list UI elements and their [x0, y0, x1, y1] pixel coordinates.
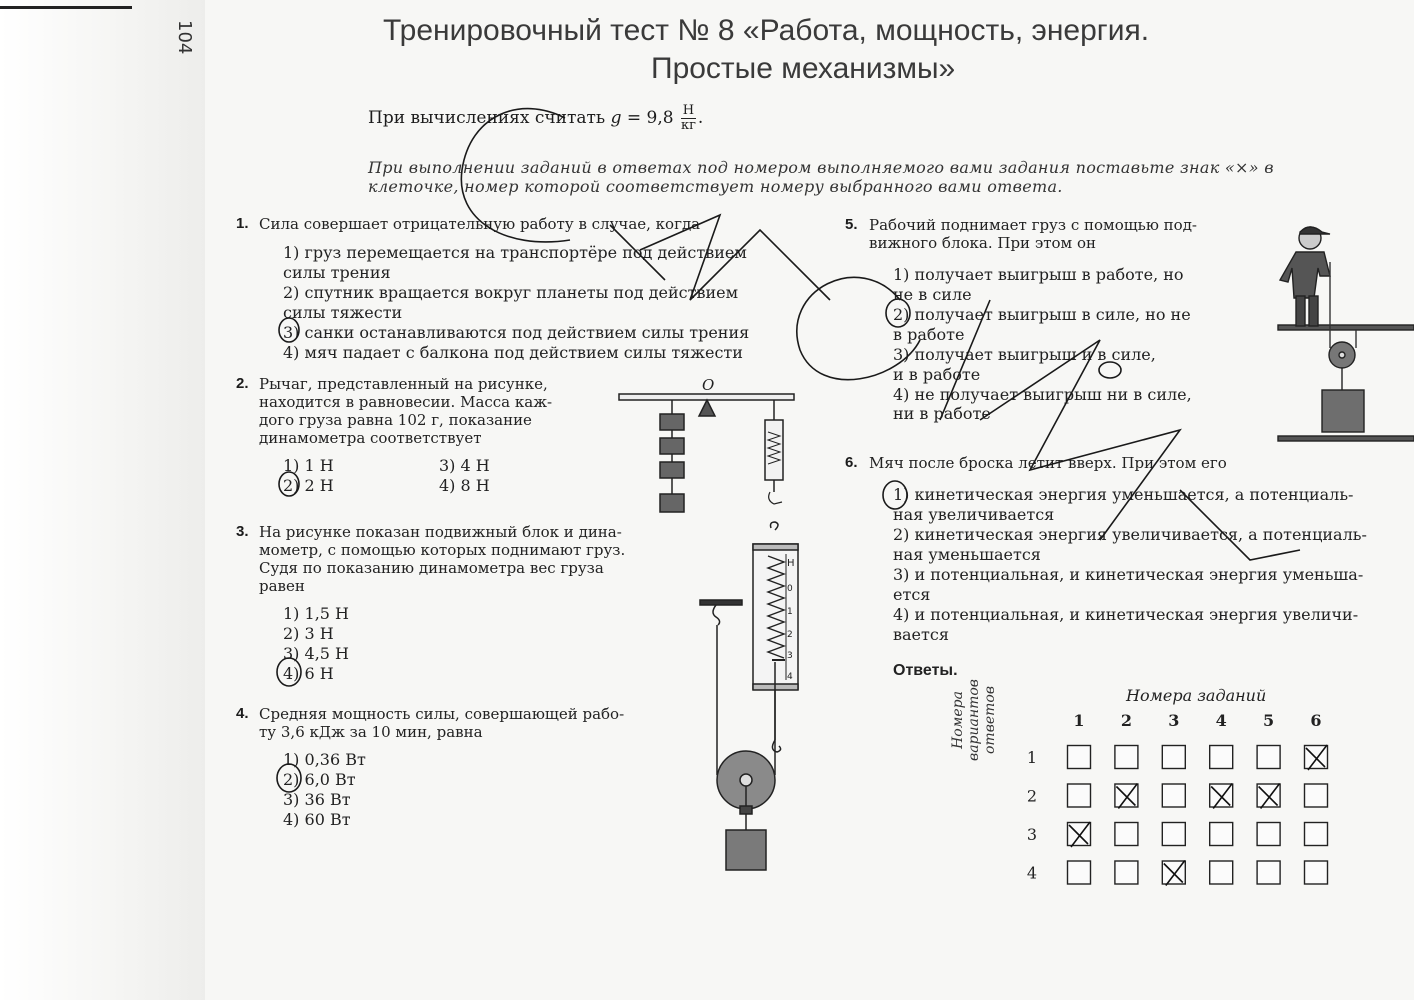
- signature-stroke-1: [461, 109, 570, 242]
- circle-mark-q1: [279, 318, 299, 342]
- gravity-note-end: .: [697, 108, 704, 128]
- pulley-dynamometer-figure: [700, 522, 798, 870]
- answer-box-r1-c4[interactable]: [1210, 746, 1233, 769]
- row-number-2: 2: [1026, 786, 1038, 806]
- q2-line-4: динамометра соответствует: [259, 429, 482, 447]
- gravity-note-text: При вычислениях считать: [368, 108, 606, 128]
- signature-stroke-3: [797, 277, 920, 379]
- scale-2: 2: [787, 630, 793, 640]
- rows-label-2: вариантов: [966, 679, 982, 761]
- q2-line-2: находится в равновесии. Масса каж-: [259, 393, 553, 411]
- answer-grid: [1027, 711, 1328, 886]
- gravity-variable: g: [610, 108, 622, 128]
- signature-stroke-4: [940, 300, 1180, 540]
- load-weight: [726, 830, 766, 870]
- weight-4: [660, 494, 684, 512]
- q2-option-2: 2) 2 Н: [283, 476, 334, 495]
- q5-line-1: Рабочий поднимает груз с помощью под-: [869, 216, 1197, 234]
- pivot-label: O: [702, 376, 715, 394]
- q1-option-2b: силы тяжести: [283, 303, 403, 322]
- q2-option-1: 1) 1 Н: [283, 456, 334, 475]
- answers-heading: Ответы.: [893, 662, 958, 679]
- q3-option-4: 4) 6 Н: [283, 664, 334, 683]
- lever-figure: [619, 376, 794, 512]
- row-number-3: 3: [1026, 825, 1038, 844]
- unit-numerator: Н: [682, 103, 695, 118]
- signature-stroke-2: [610, 215, 830, 300]
- q3-number: 3.: [236, 523, 249, 540]
- q3-option-3: 3) 4,5 Н: [283, 644, 349, 663]
- answers-columns-label: Номера заданий: [1126, 686, 1267, 705]
- q1-option-4: 4) мяч падает с балкона под действием силы тяжести: [283, 343, 743, 362]
- floor: [1278, 436, 1414, 441]
- q6-option-1a: 1) кинетическая энергия уменьшается, а потенциаль-: [893, 485, 1354, 504]
- q4-line-2: ту 3,6 кДж за 10 мин, равна: [259, 723, 483, 741]
- q6-option-2b: ная уменьшается: [893, 545, 1041, 564]
- circle-mark-q6: [883, 481, 907, 509]
- q4-option-1: 1) 0,36 Вт: [283, 750, 366, 769]
- weight-1: [660, 414, 684, 430]
- q3-line-1: На рисунке показан подвижный блок и дина-: [259, 523, 622, 541]
- q6-option-2a: 2) кинетическая энергия увеличивается, а потенциаль-: [893, 525, 1367, 544]
- unit-denominator: кг: [680, 118, 696, 133]
- q4-line-1: Средняя мощность силы, совершающей рабо-: [259, 705, 625, 723]
- circle-mark-q2: [279, 472, 299, 496]
- gravity-value: = 9,8: [621, 108, 674, 128]
- scale-1: 1: [787, 607, 793, 617]
- q5-option-1a: 1) получает выигрыш в работе, но: [893, 265, 1184, 284]
- answer-box-r3-c6[interactable]: [1305, 823, 1328, 846]
- q5-option-4a: 4) не получает выигрыш ни в силе,: [893, 385, 1192, 404]
- page-number: 104: [174, 20, 195, 55]
- q1-option-2a: 2) спутник вращается вокруг планеты под действием: [283, 283, 739, 302]
- q3-line-4: равен: [259, 577, 305, 595]
- answer-box-r4-c5[interactable]: [1257, 861, 1280, 884]
- pivot-triangle: [699, 400, 715, 416]
- dynamometer-bottom-hook: [772, 740, 780, 752]
- row-number-4: 4: [1026, 863, 1038, 883]
- scale-4: 4: [787, 672, 793, 682]
- q5-option-2a: 2) получает выигрыш в силе, но не: [893, 305, 1191, 324]
- q2-option-3: 3) 4 Н: [439, 456, 490, 475]
- answer-box-r1-c1[interactable]: [1068, 746, 1091, 769]
- column-number-1: 1: [1073, 711, 1085, 730]
- q2-number: 2.: [236, 375, 249, 392]
- answer-box-r4-c4[interactable]: [1210, 861, 1233, 884]
- q5-number: 5.: [845, 216, 858, 233]
- q2-line-1: Рычаг, представленный на рисунке,: [259, 375, 548, 393]
- q5-option-3b: и в работе: [893, 365, 981, 384]
- answer-box-r4-c2[interactable]: [1115, 861, 1138, 884]
- q4-option-2: 2) 6,0 Вт: [283, 770, 356, 789]
- answer-box-r4-c1[interactable]: [1068, 861, 1091, 884]
- q6-option-4b: вается: [893, 625, 949, 644]
- circle-mark-q3: [277, 658, 301, 686]
- answer-box-r1-c3[interactable]: [1162, 746, 1185, 769]
- answer-box-r3-c5[interactable]: [1257, 823, 1280, 846]
- scale-0: 0: [787, 584, 793, 594]
- q1-number: 1.: [236, 215, 249, 232]
- answer-box-r2-c3[interactable]: [1162, 784, 1185, 807]
- weight-2: [660, 438, 684, 454]
- answers-rows-label: [950, 670, 998, 770]
- column-number-4: 4: [1215, 711, 1227, 730]
- answer-box-r1-c2[interactable]: [1115, 746, 1138, 769]
- q6-option-1b: ная увеличивается: [893, 505, 1055, 524]
- q5-option-1b: не в силе: [893, 285, 972, 304]
- q2-option-4: 4) 8 Н: [439, 476, 490, 495]
- answer-box-r4-c6[interactable]: [1305, 861, 1328, 884]
- q1-option-3: 3) санки останавливаются под действием силы трения: [283, 323, 750, 342]
- row-number-1: 1: [1026, 748, 1038, 767]
- worker-body: [1280, 252, 1330, 298]
- circle-mark-q5: [886, 299, 910, 327]
- ceiling-hook: [713, 605, 720, 625]
- q4-option-3: 3) 36 Вт: [283, 790, 351, 809]
- q1-text: Сила совершает отрицательную работу в случае, когда: [259, 215, 701, 233]
- answer-box-r2-c1[interactable]: [1068, 784, 1091, 807]
- q4-number: 4.: [236, 705, 249, 722]
- q3-option-2: 2) 3 Н: [283, 624, 334, 643]
- q6-option-4a: 4) и потенциальная, и кинетическая энергия увеличи-: [893, 605, 1359, 624]
- weight-3: [660, 462, 684, 478]
- q6-number: 6.: [845, 454, 858, 471]
- signature-stroke-5: [1099, 362, 1121, 378]
- worker-load: [1322, 390, 1364, 432]
- lever-bar: [619, 394, 794, 400]
- q3-option-1: 1) 1,5 Н: [283, 604, 349, 623]
- q5-option-3a: 3) получает выигрыш и в силе,: [893, 345, 1156, 364]
- hand-icon: [769, 492, 782, 504]
- q1-option-1a: 1) груз перемещается на транспортёре под действием: [283, 243, 747, 262]
- ceiling-bracket: [700, 600, 742, 605]
- worker-pulley-figure: [1278, 227, 1414, 441]
- circle-mark-q4: [277, 764, 301, 792]
- q1-option-1b: силы трения: [283, 263, 391, 282]
- worker-cap: [1300, 227, 1330, 234]
- q3-line-3: Судя по показанию динамометра вес груза: [259, 559, 604, 577]
- title-line-1: Тренировочный тест № 8 «Работа, мощность, энергия.: [383, 14, 1150, 47]
- q4-option-4: 4) 60 Вт: [283, 810, 351, 829]
- q5-option-4b: ни в работе: [893, 404, 991, 423]
- answer-box-r3-c4[interactable]: [1210, 823, 1233, 846]
- q6-option-3b: ется: [893, 585, 931, 604]
- scale-unit: Н: [787, 558, 795, 569]
- instructions: При выполнении заданий в ответах под номером выполняемого вами задания поставьте знак «×» в клеточке, номер которой соответствует номеру выбранного вами ответа.: [368, 158, 1274, 196]
- q6-option-3a: 3) и потенциальная, и кинетическая энергия уменьша-: [893, 565, 1364, 584]
- scale-3: 3: [787, 651, 793, 661]
- answer-box-r2-c6[interactable]: [1305, 784, 1328, 807]
- title-line-2: Простые механизмы»: [651, 52, 956, 85]
- column-number-6: 6: [1310, 711, 1322, 730]
- q3-line-2: мометр, с помощью которых поднимают груз.: [259, 541, 626, 559]
- q2-line-3: дого груза равна 102 г, показание: [259, 411, 532, 429]
- q5-line-2: вижного блока. При этом он: [869, 234, 1097, 252]
- answer-box-r1-c5[interactable]: [1257, 746, 1280, 769]
- q6-line-1: Мяч после броска летит вверх. При этом его: [869, 454, 1227, 472]
- column-number-3: 3: [1168, 711, 1180, 730]
- q5-option-2b: в работе: [893, 325, 965, 344]
- answer-box-r3-c3[interactable]: [1162, 823, 1185, 846]
- rows-label-3: ответов: [982, 686, 998, 754]
- column-number-5: 5: [1263, 711, 1275, 730]
- signature-stroke-6: [1180, 490, 1300, 560]
- dynamometer-top-hook: [771, 522, 779, 530]
- rows-label-1: Номера: [950, 691, 966, 749]
- answer-box-r3-c2[interactable]: [1115, 823, 1138, 846]
- column-number-2: 2: [1120, 711, 1132, 730]
